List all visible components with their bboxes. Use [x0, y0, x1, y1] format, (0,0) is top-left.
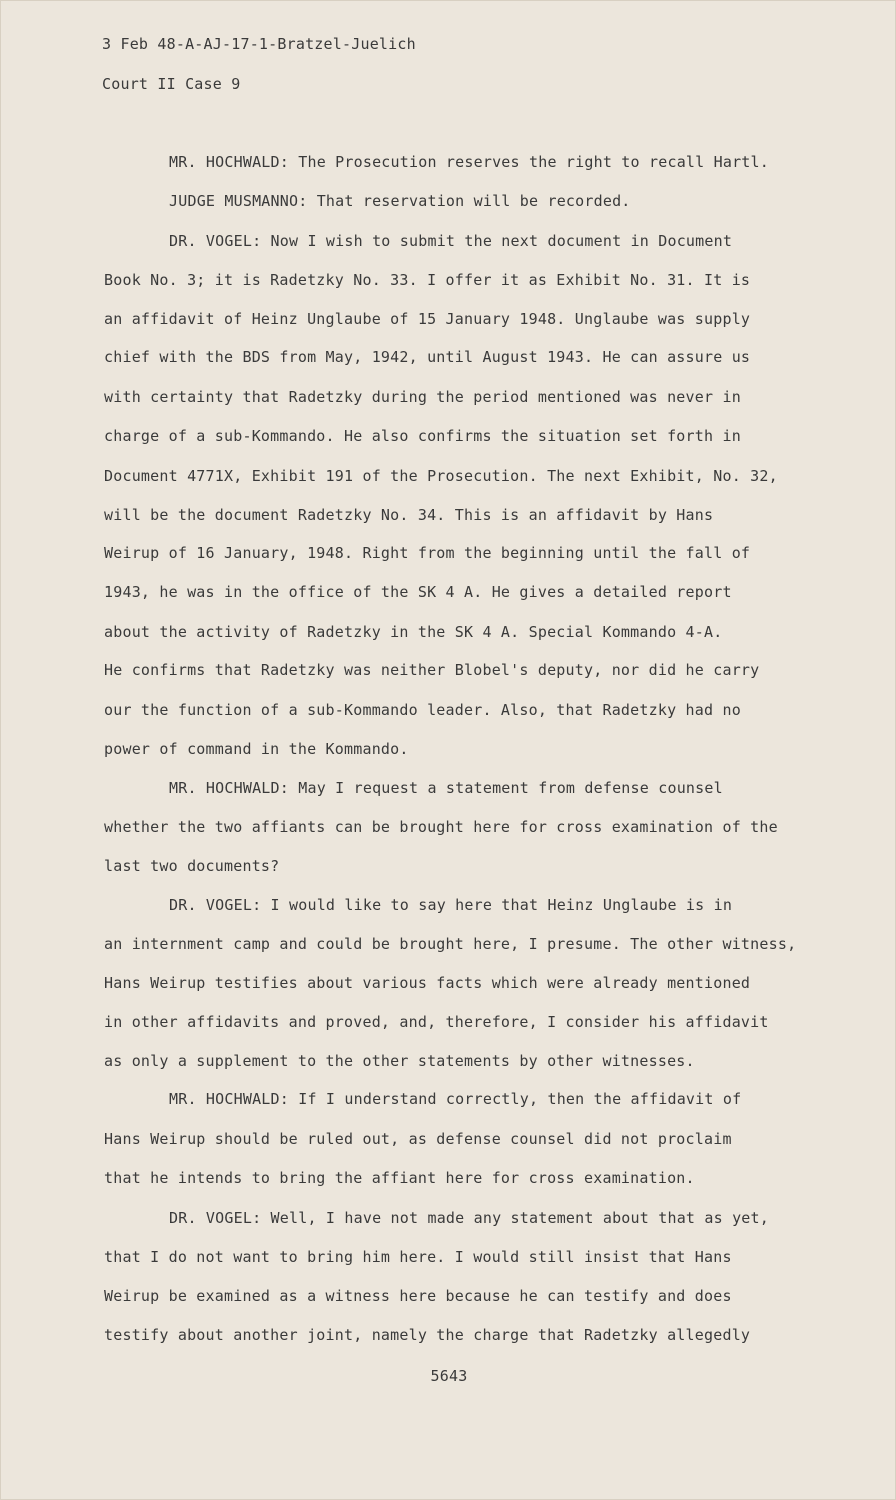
- transcript-line: power of command in the Kommando.: [104, 740, 409, 758]
- transcript-line: He confirms that Radetzky was neither Blobel's deputy, nor did he carry: [104, 661, 760, 679]
- transcript-line: DR. VOGEL: Now I wish to submit the next document in Document: [169, 232, 733, 250]
- transcript-line: MR. HOCHWALD: May I request a statement from defense counsel: [169, 779, 723, 797]
- transcript-line: chief with the BDS from May, 1942, until August 1943. He can assure us: [104, 348, 751, 366]
- transcript-line: will be the document Radetzky No. 34. This is an affidavit by Hans: [104, 506, 714, 524]
- transcript-line: as only a supplement to the other statements by other witnesses.: [104, 1052, 695, 1070]
- transcript-line: JUDGE MUSMANNO: That reservation will be recorded.: [169, 192, 631, 210]
- transcript-line: our the function of a sub-Kommando leader. Also, that Radetzky had no: [104, 701, 741, 719]
- transcript-line: in other affidavits and proved, and, therefore, I consider his affidavit: [104, 1013, 769, 1031]
- transcript-line: MR. HOCHWALD: The Prosecution reserves the right to recall Hartl.: [169, 153, 769, 171]
- transcript-line: Document 4771X, Exhibit 191 of the Prosecution. The next Exhibit, No. 32,: [104, 467, 778, 485]
- court-case-label: Court II Case 9: [102, 75, 241, 93]
- transcript-line: whether the two affiants can be brought here for cross examination of the: [104, 818, 778, 836]
- transcript-line: that I do not want to bring him here. I would still insist that Hans: [104, 1248, 732, 1266]
- document-reference: 3 Feb 48-A-AJ-17-1-Bratzel-Juelich: [102, 35, 416, 53]
- transcript-line: DR. VOGEL: Well, I have not made any statement about that as yet,: [169, 1209, 769, 1227]
- transcript-line: Hans Weirup testifies about various facts which were already mentioned: [104, 974, 751, 992]
- transcript-line: with certainty that Radetzky during the period mentioned was never in: [104, 388, 741, 406]
- transcript-line: charge of a sub-Kommando. He also confirms the situation set forth in: [104, 427, 741, 445]
- transcript-line: that he intends to bring the affiant here for cross examination.: [104, 1169, 695, 1187]
- transcript-line: Hans Weirup should be ruled out, as defense counsel did not proclaim: [104, 1130, 732, 1148]
- transcript-line: last two documents?: [104, 857, 280, 875]
- transcript-line: Book No. 3; it is Radetzky No. 33. I offer it as Exhibit No. 31. It is: [104, 271, 751, 289]
- transcript-line: DR. VOGEL: I would like to say here that Heinz Unglaube is in: [169, 896, 733, 914]
- page-number: 5643: [430, 1367, 468, 1385]
- transcript-line: testify about another joint, namely the charge that Radetzky allegedly: [104, 1326, 751, 1344]
- transcript-line: about the activity of Radetzky in the SK 4 A. Special Kommando 4-A.: [104, 623, 723, 641]
- transcript-line: an affidavit of Heinz Unglaube of 15 January 1948. Unglaube was supply: [104, 310, 751, 328]
- transcript-line: 1943, he was in the office of the SK 4 A. He gives a detailed report: [104, 583, 732, 601]
- transcript-line: MR. HOCHWALD: If I understand correctly, then the affidavit of: [169, 1090, 742, 1108]
- transcript-line: an internment camp and could be brought here, I presume. The other witness,: [104, 935, 797, 953]
- transcript-line: Weirup be examined as a witness here because he can testify and does: [104, 1287, 732, 1305]
- transcript-line: Weirup of 16 January, 1948. Right from the beginning until the fall of: [104, 544, 751, 562]
